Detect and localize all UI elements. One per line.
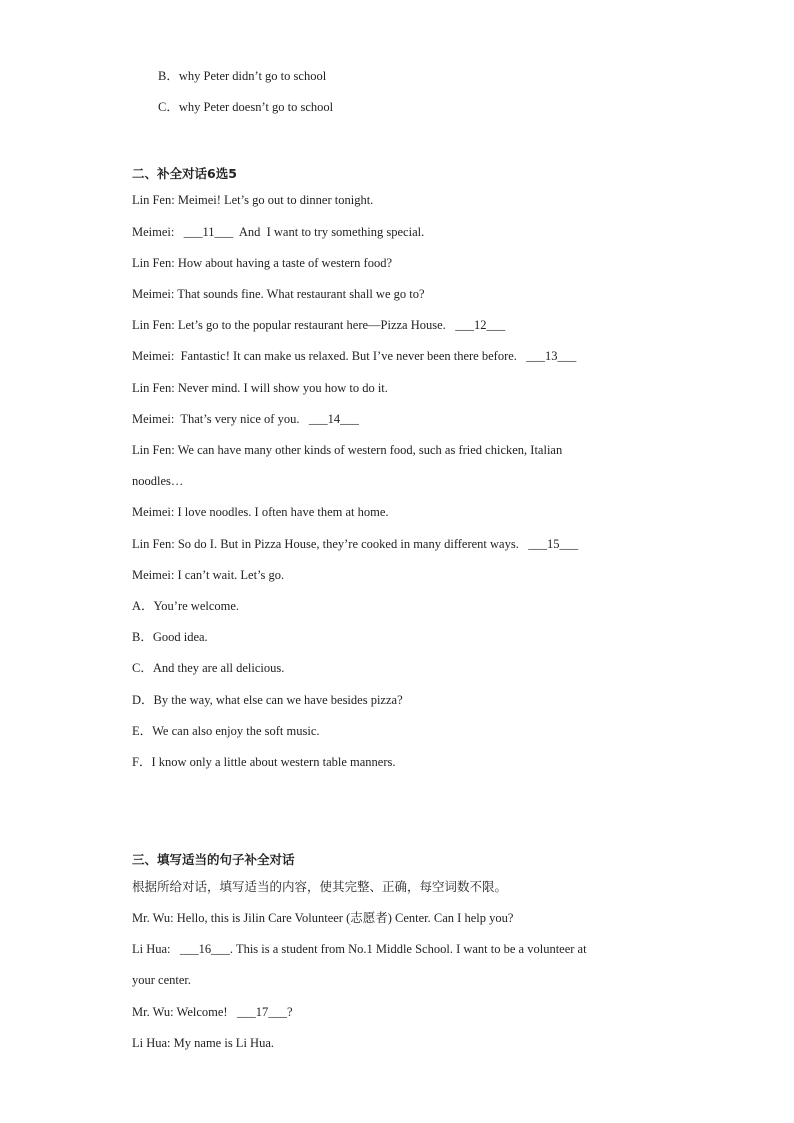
- line-prefix: Mr. Wu: Welcome!: [132, 1005, 237, 1019]
- line-prefix: Li Hua:: [132, 942, 180, 956]
- dialogue-line: Meimei: I can’t wait. Let’s go.: [132, 568, 285, 582]
- line-suffix: ?: [286, 1005, 293, 1019]
- dialogue-line: Meimei: That sounds fine. What restaurant shall we go to?: [132, 287, 425, 301]
- option-b-prev: B．why Peter didn’t go to school: [158, 69, 327, 83]
- section2-title: 二、补全对话6选5: [132, 166, 237, 181]
- dialogue-line: Lin Fen: Never mind. I will show you how to do it.: [132, 381, 388, 395]
- dialogue-line: [132, 224, 424, 240]
- dialogue-line: [132, 348, 576, 364]
- blank-14: ___14___: [308, 412, 359, 426]
- line-prefix: Lin Fen: Let’s go to the popular restaurant here—Pizza House.: [132, 318, 456, 332]
- option-a: A．You’re welcome.: [132, 599, 240, 613]
- dialogue-line: Lin Fen: How about having a taste of western food?: [132, 256, 393, 270]
- dialogue-line: [132, 411, 359, 427]
- dialogue-line: Lin Fen: Meimei! Let’s go out to dinner tonight.: [132, 193, 374, 207]
- dialogue-line: [132, 941, 587, 957]
- line-prefix: Meimei: That’s very nice of you.: [132, 412, 309, 426]
- option-d: D．By the way, what else can we have besides pizza?: [132, 693, 403, 707]
- dialogue-line: Mr. Wu: Hello, this is Jilin Care Volunteer (志愿者) Center. Can I help you?: [132, 911, 514, 925]
- option-c: C．And they are all delicious.: [132, 661, 285, 675]
- line-prefix: Lin Fen: So do I. But in Pizza House, they’re cooked in many different ways.: [132, 537, 529, 551]
- line-prefix: Meimei: Fantastic! It can make us relaxed. But I’ve never been there before.: [132, 349, 527, 363]
- option-f: F．I know only a little about western table manners.: [132, 755, 396, 769]
- option-e: E．We can also enjoy the soft music.: [132, 724, 320, 738]
- option-b: B．Good idea.: [132, 630, 208, 644]
- blank-16: ___16___: [179, 942, 230, 956]
- dialogue-line: Lin Fen: We can have many other kinds of western food, such as fried chicken, Italian: [132, 443, 563, 457]
- dialogue-line: [132, 536, 578, 552]
- blank-13: ___13___: [526, 349, 577, 363]
- line-suffix: And I want to try something special.: [233, 225, 425, 239]
- blank-12: ___12___: [455, 318, 506, 332]
- line-suffix: . This is a student from No.1 Middle School. I want to be a volunteer at: [229, 942, 587, 956]
- blank-17: ___17___: [236, 1005, 287, 1019]
- blank-11: ___11___: [183, 225, 234, 239]
- blank-15: ___15___: [528, 537, 579, 551]
- section3-instruction: 根据所给对话，填写适当的内容，使其完整、正确，每空词数不限。: [132, 879, 508, 894]
- section3-title: 三、填写适当的句子补全对话: [132, 852, 295, 867]
- dialogue-line: Meimei: I love noodles. I often have them at home.: [132, 505, 389, 519]
- line-prefix: Meimei:: [132, 225, 184, 239]
- dialogue-line: [132, 317, 505, 333]
- dialogue-line: your center.: [132, 973, 192, 987]
- dialogue-line: noodles…: [132, 474, 184, 488]
- option-c-prev: C．why Peter doesn’t go to school: [158, 100, 334, 114]
- dialogue-line: [132, 1004, 293, 1020]
- dialogue-line: Li Hua: My name is Li Hua.: [132, 1036, 274, 1050]
